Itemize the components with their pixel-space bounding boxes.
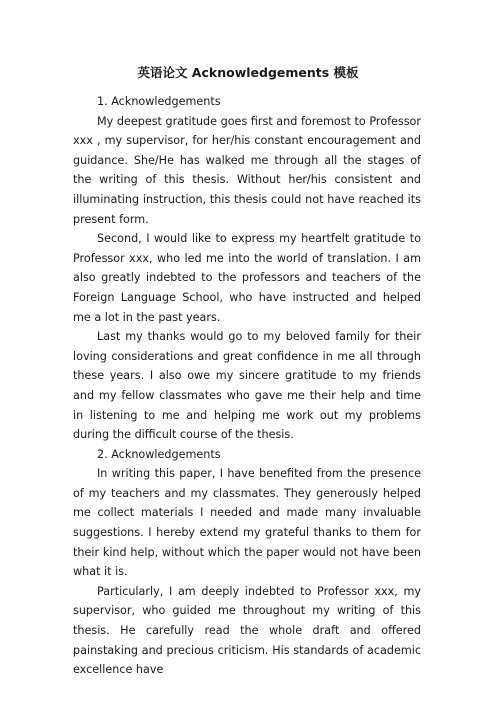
paragraph: Last my thanks would go to my beloved family for their loving considerations and great confidence in me all through these years. I also owe my sincere gratitude to my friends and my fellow classmates who gave me their help and time in listening to me and helping me work out my problems during the difficult course of the thesis. xyxy=(73,330,421,442)
paragraph: My deepest gratitude goes first and foremost to Professor xxx , my supervisor, for her/his constant encouragement and guidance. She/He has walked me through all the stages of the writing of this thesis. Without her/his consistent and illuminating instruction, this thesis could not have reached its present form. xyxy=(73,114,421,226)
paragraph: In writing this paper, I have benefited from the presence of my teachers and my classmates. They generously helped me collect materials I needed and made many invaluable suggestions. I hereby extend my grateful thanks to them for their kind help, without which the paper would not have been what it is. xyxy=(73,467,421,579)
section-heading: 2. Acknowledgements xyxy=(97,447,221,461)
section-1 xyxy=(73,92,421,445)
document-body xyxy=(73,92,421,680)
section-2 xyxy=(73,445,421,680)
document-title: 英语论文 Acknowledgements 模板 xyxy=(137,65,359,80)
section-heading: 1. Acknowledgements xyxy=(97,95,221,108)
paragraph: Particularly, I am deeply indebted to Professor xxx, my supervisor, who guided me throughout my writing of this thesis. He carefully read the whole draft and offered painstaking and precious criticism. His standards of academic excellence have xyxy=(73,584,421,677)
paragraph: Second, I would like to express my heartfelt gratitude to Professor xxx, who led me into the world of translation. I am also greatly indebted to the professors and teachers of the Foreign Language School, who have instructed and helped me a lot in the past years. xyxy=(73,232,421,324)
